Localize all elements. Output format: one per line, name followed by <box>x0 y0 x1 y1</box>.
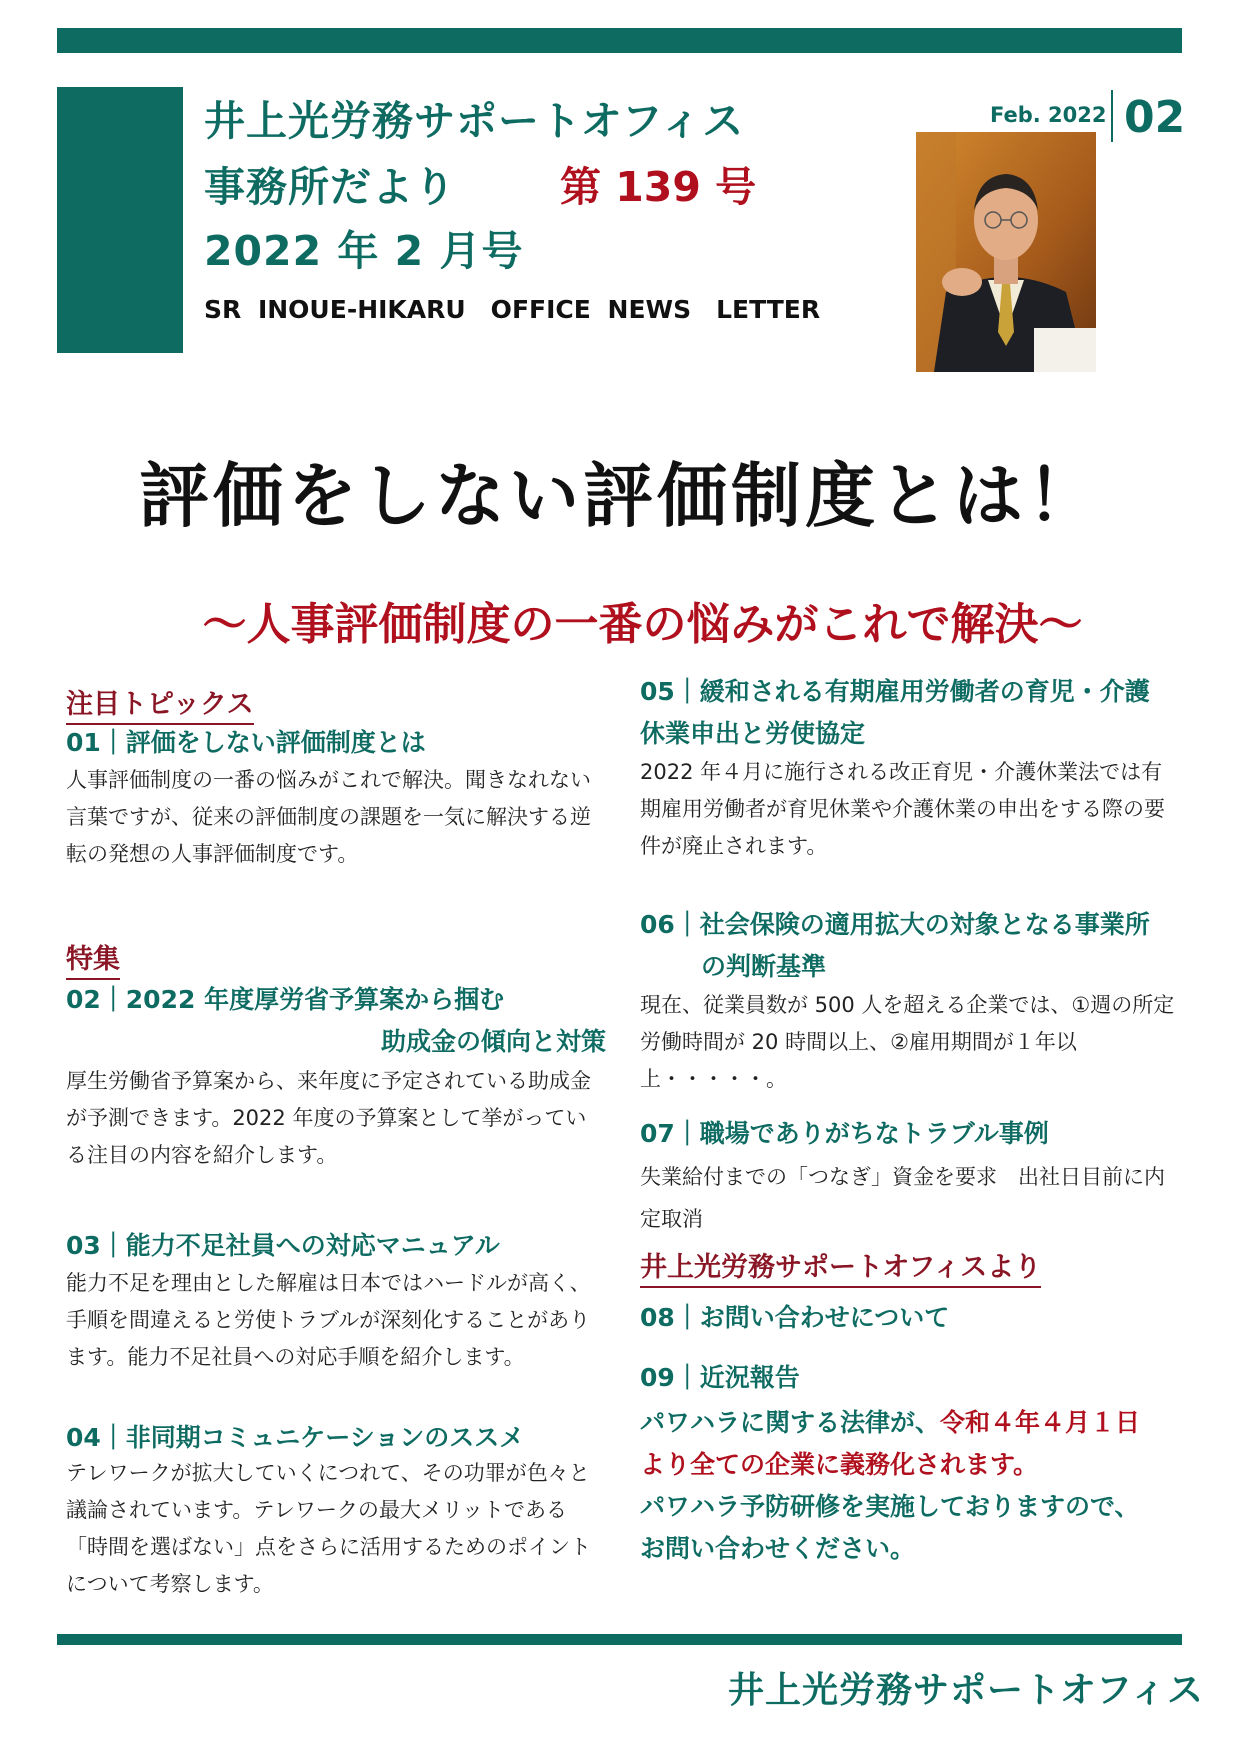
item-05-body: 2022 年４月に施行される改正育児・介護休業法では有期雇用労働者が育児休業や介護休業の申出をする際の要件が廃止されます。 <box>640 760 1165 858</box>
main-title: 評価をしない評価制度とは！ <box>139 455 1101 537</box>
news-line-3: パワハラ予防研修を実施しておりますので、 <box>640 1492 1140 1521</box>
news-line-2: より全ての企業に義務化されます。 <box>640 1450 1039 1479</box>
date-divider <box>1111 90 1113 142</box>
news-line-4: お問い合わせください。 <box>640 1534 916 1563</box>
item-02-heading-line2: 助成金の傾向と対策 <box>380 1027 606 1056</box>
top-band <box>57 28 1182 53</box>
newsletter-label: 事務所だより <box>204 163 456 211</box>
item-02-body: 厚生労働省予算案から、来年度に予定されている助成金が予測できます。2022 年度の予算案として挙がっている注目の内容を紹介します。 <box>66 1069 591 1167</box>
bottom-band <box>57 1634 1182 1645</box>
news-line-1-text: パワハラに関する法律が、令和４年４月１日 <box>640 1408 1141 1437</box>
office-name-heading: 井上光労務サポートオフィス <box>204 97 745 145</box>
item-08-heading: 08｜お問い合わせについて <box>640 1303 950 1332</box>
news-date-highlight: 令和４年４月１日 <box>940 1408 1141 1437</box>
item-06-heading-line1: 06｜社会保険の適用拡大の対象となる事業所 <box>640 910 1150 939</box>
item-05-heading-line2: 休業申出と労使協定 <box>640 719 866 748</box>
item-05-heading-line1: 05｜緩和される有期雇用労働者の育児・介護 <box>640 677 1150 706</box>
item-04-body: テレワークが拡大していくにつれて、その功罪が色々と議論されています。テレワークの最大メリットである「時間を選ばない」点をさらに活用するためのポイントについて考察します。 <box>66 1461 591 1596</box>
item-01-heading: 01｜評価をしない評価制度とは <box>66 728 426 757</box>
item-03-heading: 03｜能力不足社員への対応マニュアル <box>66 1231 500 1260</box>
issue-date: Feb. 2022 <box>990 103 1107 127</box>
news-line-1 <box>640 1402 1140 1444</box>
item-04-heading: 04｜非同期コミュニケーションのススメ <box>66 1423 525 1452</box>
item-01-body: 人事評価制度の一番の悩みがこれで解決。聞きなれない言葉ですが、従来の評価制度の課題を一気に解決する逆転の発想の人事評価制度です。 <box>66 768 591 866</box>
portrait-photo <box>916 132 1096 372</box>
feature-label: 特集 <box>66 937 120 980</box>
issue-month: 2022 年 2 月号 <box>204 227 524 275</box>
item-02-heading-line1: 02｜2022 年度厚労省予算案から掴む <box>66 985 505 1014</box>
footer-office-name: 井上光労務サポートオフィス <box>728 1670 1204 1711</box>
main-subtitle: ～人事評価制度の一番の悩みがこれで解決～ <box>202 599 1083 650</box>
item-03-body: 能力不足を理由とした解雇は日本ではハードルが高く、手順を間違えると労使トラブルが深刻化することがあります。能力不足社員への対応手順を紹介します。 <box>66 1271 591 1369</box>
topics-label: 注目トピックス <box>66 682 254 725</box>
item-07-body: 失業給付までの「つなぎ」資金を要求 出社日目前に内定取消 <box>640 1165 1165 1231</box>
item-07-heading: 07｜職場でありがちなトラブル事例 <box>640 1119 1049 1148</box>
page-number: 02 <box>1124 92 1186 143</box>
issue-number: 第 139 号 <box>560 163 757 211</box>
office-section-label: 井上光労務サポートオフィスより <box>640 1245 1041 1288</box>
portrait-illustration <box>916 132 1096 372</box>
item-06-heading-line2: の判断基準 <box>701 952 827 981</box>
english-subtitle: SR INOUE-HIKARU OFFICE NEWS LETTER <box>204 295 821 324</box>
item-06-body: 現在、従業員数が 500 人を超える企業では、①週の所定労働時間が 20 時間以上、②雇用期間が１年以上・・・・・。 <box>640 993 1175 1091</box>
item-09-heading: 09｜近況報告 <box>640 1363 800 1392</box>
header-color-block <box>57 87 183 353</box>
